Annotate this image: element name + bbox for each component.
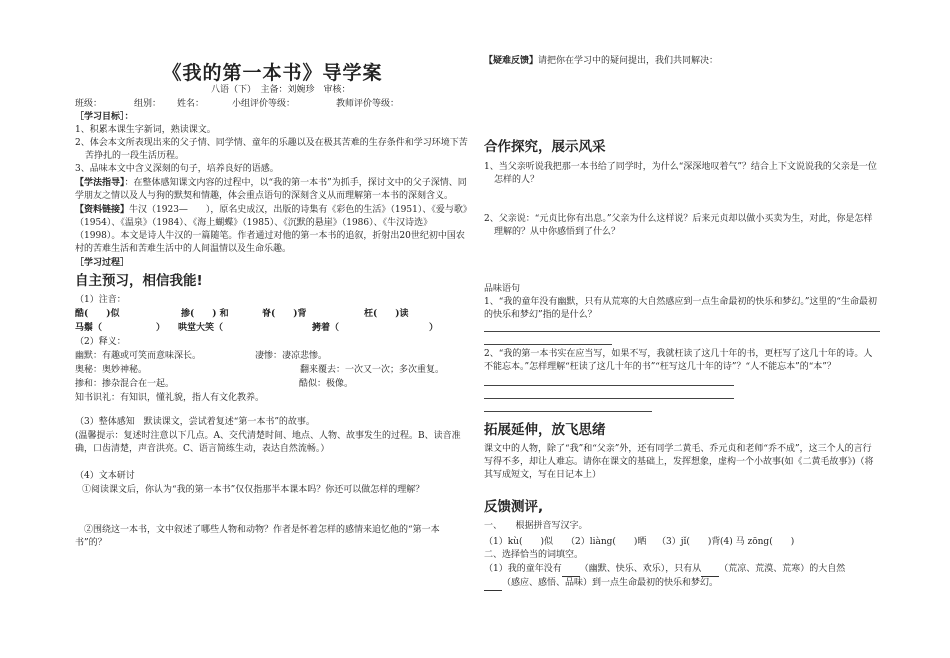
fill-sentence-1 [484,563,845,577]
definition: 知书识礼：有知识，懂礼貌，指人有文化教养。 [75,393,265,403]
page-title: 《我的第一本书》导学案 [162,62,383,84]
answer-line [484,331,880,332]
link-text: 牛汉（1923— ），原名史成汉，出版的诗集有《彩色的生活》（1951）、《爱与歌》（1954）、《温泉》（1984）、《海上蝴蝶》（1985）、《沉默的悬崖》（1986）、《牛汉诗选》（1998）。本文是诗人牛汉的一篇随笔。作者通过对他的第一本书的追叙，折射出20世纪初中国农村的苦难生活和苦难生活中的人间温情以及生命乐趣。 [75,205,468,255]
phonetic-item: 掺( ) 和 [181,309,229,319]
answer-line [484,398,734,399]
question-1: ①阅读课文后，你认为“我的第一本书”仅仅指那半本课本吗？你还可以做怎样的理解？ [82,485,425,495]
phonetic-item: 酷( )似 [75,309,120,319]
field-teacher-eval: 教师评价等级： [336,99,400,109]
taste-question-1: 1、“我的童年没有幽默，只有从荒寒的大自然感应到一点生命最初的快乐和梦幻。”这里的“生命最初的快乐和梦幻”指的是什么？ [484,297,878,321]
phonetic-item: 马鬃（ ） [75,323,166,333]
objective-2: 2、体会本文所表现出来的父子情、同学情、童年的乐趣以及在极其苦难的生存条件和学习环境下苦苦挣扎的一段生活历程。 [75,138,468,162]
fill-text: （1）我的童年没有 [484,564,562,574]
answer-line [484,411,652,412]
retell-tips: (温馨提示：复述时注意以下几点。A、交代清楚时间、地点、人物、故事发生的过程。B、读音准确，口齿清楚，声音洪亮。C、语言简练生动，表达自然流畅。） [75,431,461,455]
reference-link [75,204,470,256]
objective-1: 1、积累本课生字新词，熟读课文。 [75,125,216,135]
section-self-study: 自主预习，相信我能! [75,273,203,289]
field-group-eval: 小组评价等级： [232,99,296,109]
fill-sentence-2 [484,577,718,591]
fill-text: （荒凉、荒漠、荒寒）的大自然 [719,564,846,574]
field-group: 组别： [134,99,162,109]
overall-task: （3）整体感知 默读课文，尝试着复述“第一本书”的故事。 [75,417,315,427]
section-cooperation: 合作探究，展示风采 [484,139,606,155]
objectives-label: ［学习目标］： [75,112,134,122]
coop-question-2: 2、父亲说：“元贞比你有出息。”父亲为什么这样说？后来元贞却以做小买卖为生，对此，你是怎样理解的？从中你感悟到了什么？ [484,214,873,238]
method-guide [75,177,470,203]
pinyin-item: （1）kù( )似 [484,537,553,547]
definition: 幽默：有趣或可笑而意味深长。 [75,351,202,361]
study-label: （4）文本研讨 [75,471,135,481]
difficulty-label: 【疑难反馈】 [484,56,539,66]
feedback-heading: 一、 根据拼音写汉字。 [484,521,588,531]
section-extension: 拓展延伸，放飞思绪 [484,422,606,438]
definition: 翻来覆去：一次又一次；多次重复。 [300,365,445,375]
definition: 凄惨：凄凉悲惨。 [255,351,328,361]
phonetic-item: 枉( )读 [364,309,409,319]
objective-3: 3、品味本文中含义深刻的句子，培养良好的语感。 [75,164,279,175]
coop-question-1: 1、当父亲听说我把那一本书给了同学时，为什么“深深地叹着气”？结合上下文说说我的父亲是一位怎样的人？ [484,162,877,186]
fill-blank[interactable] [484,577,502,591]
field-name: 姓名： [177,99,205,109]
fill-text: （感应、感悟、品味）到一点生命最初的快乐和梦幻。 [502,578,719,588]
method-text: ：在整体感知课文内容的过程中，以“我的第一本书”为抓手，探讨文中的父子深情、同学朋友之情以及人与狗的默契和情趣，体会重点语句的深刻含义从而理解第一本书的深刻含义。 [75,178,467,202]
phonetic-label: （1）注音： [75,295,126,305]
difficulty-text: 请把你在学习中的疑问提出，我们共同解决： [538,56,719,66]
difficulty-feedback [484,55,718,68]
phonetic-item: 脊( )背 [262,309,307,319]
taste-question-2: 2、“我的第一本书实在应当写，如果不写，我就枉读了这几十年的书，更枉写了这几十年的诗。人不能忘本。”怎样理解“枉读了这几十年的书”“枉写这几十年的诗”？“人不能忘本”的“本”？ [484,349,873,373]
phonetic-item: 拷着（ ） [312,323,439,333]
phonetic-item: 哄堂大笑（ ） [178,323,323,333]
link-label: 【资料链接】 [75,205,130,215]
taste-label: 品味语句 [484,284,521,294]
fill-blank[interactable] [701,563,719,577]
section-feedback: 反馈测评, [484,499,544,515]
pinyin-item: （3）jǐ( )背 [657,537,721,547]
definition: 掺和：掺杂混合在一起。 [75,379,175,389]
fill-blank[interactable] [562,563,580,577]
definition: 酷似：极像。 [299,379,354,389]
definition: 奥秘：奥妙神秘。 [75,365,148,375]
author-meta: 八语（下） 主备：刘婉珍 审核： [211,85,351,95]
explain-label: （2）释义： [75,337,126,347]
answer-line [484,385,734,386]
method-label: 【学法指导】 [75,178,125,188]
answer-line [484,344,612,345]
extension-text: 课文中的人物，除了“我”和“父亲”外，还有同学二黄毛、乔元贞和老师“乔不成”，这三个人的言行写得不多，却让人难忘。请你在课文的基础上，发挥想象，虚构一个小故事(如《二黄毛故事》)（将其写成短文，写在日记本上） [484,444,874,481]
process-label: ［学习过程］ [75,258,130,268]
objectives-list [75,124,470,176]
feedback-heading-2: 二、选择恰当的词填空。 [484,550,584,560]
question-2: ②围绕这一本书，文中叙述了哪些人物和动物？作者是怀着怎样的感情来追忆他的“第一本书”的？ [75,525,440,549]
pinyin-item: （2）liàng( )晒 [566,537,647,547]
fill-text: （幽默、快乐、欢乐），只有从 [579,564,702,574]
pinyin-item: (4) 马 zōng( ) [720,537,795,547]
field-class: 班级： [75,99,103,109]
